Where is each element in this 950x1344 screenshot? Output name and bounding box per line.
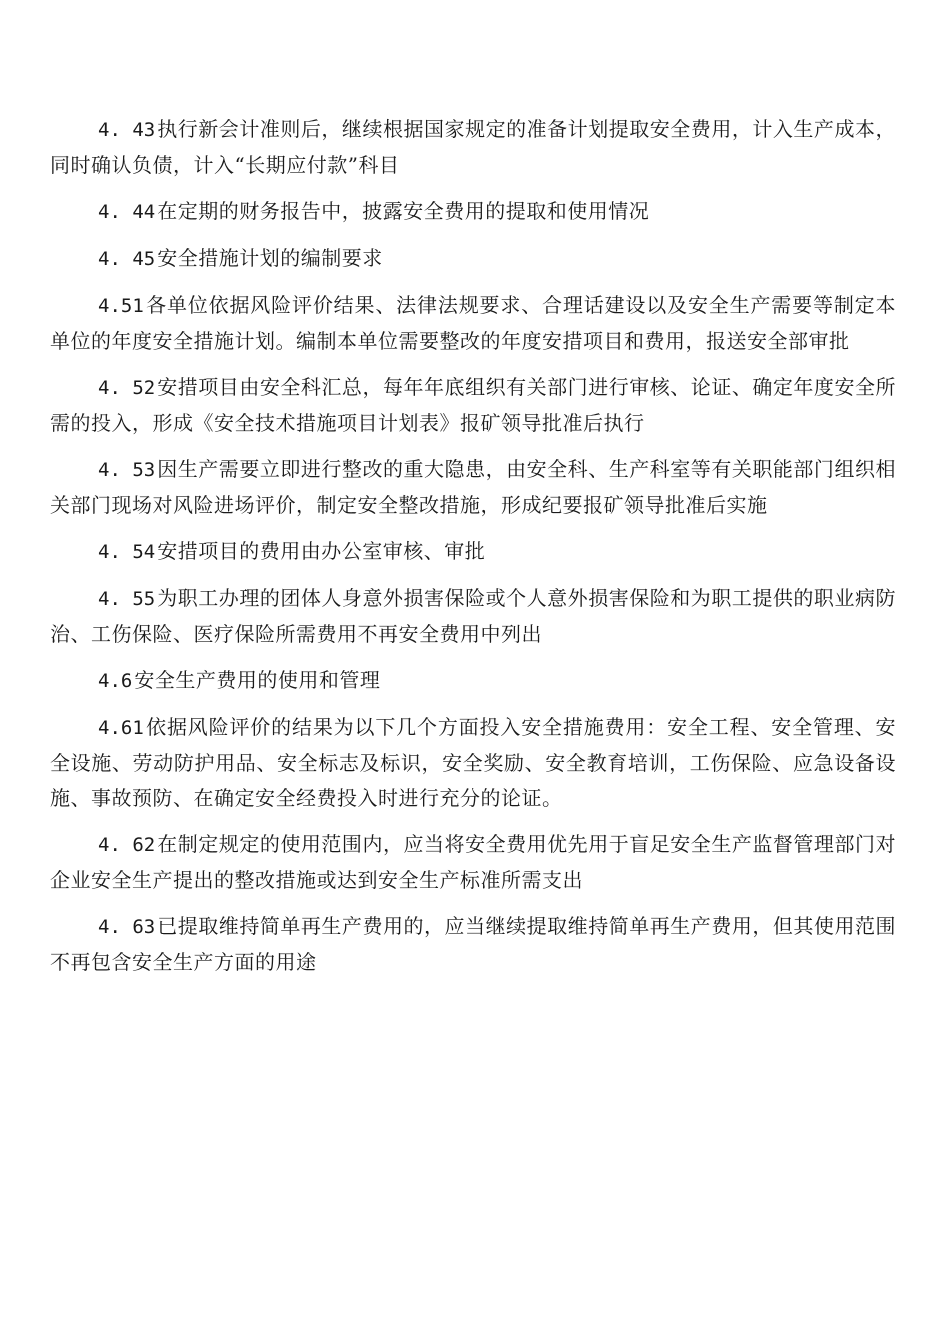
clause-text: 依据风险评价的结果为以下几个方面投入安全措施费用：安全工程、安全管理、安全设施、劳动防护用品、安全标志及标识，安全奖励、安全教育培训，工伤保险、应急设备设施、事故预防、在确定安全经费投入时进行充分的论证。 bbox=[50, 715, 896, 810]
paragraph-4-61 bbox=[50, 710, 896, 816]
clause-number: 4. 44 bbox=[98, 201, 156, 223]
clause-text: 安全生产费用的使用和管理 bbox=[134, 668, 381, 692]
paragraph-4-63 bbox=[50, 909, 896, 980]
clause-number: 4. 52 bbox=[98, 377, 156, 399]
clause-number: 4.6 bbox=[98, 670, 133, 692]
clause-text: 因生产需要立即进行整改的重大隐患，由安全科、生产科室等有关职能部门组织相关部门现场对风险进场评价，制定安全整改措施，形成纪要报矿领导批准后实施 bbox=[50, 457, 896, 517]
clause-text: 在制定规定的使用范围内，应当将安全费用优先用于盲足安全生产监督管理部门对企业安全生产提出的整改措施或达到安全生产标准所需支出 bbox=[50, 832, 896, 892]
clause-number: 4. 63 bbox=[98, 916, 156, 938]
clause-text: 安措项目由安全科汇总，每年年底组织有关部门进行审核、论证、确定年度安全所需的投入，形成《安全技术措施项目计划表》报矿领导批准后执行 bbox=[50, 375, 896, 435]
clause-text: 已提取维持简单再生产费用的，应当继续提取维持简单再生产费用，但其使用范围不再包含安全生产方面的用途 bbox=[50, 914, 896, 974]
paragraph-4-55 bbox=[50, 581, 896, 652]
clause-number: 4. 43 bbox=[98, 119, 156, 141]
paragraph-4-54 bbox=[50, 534, 896, 570]
clause-text: 为职工办理的团体人身意外损害保险或个人意外损害保险和为职工提供的职业病防治、工伤保险、医疗保险所需费用不再安全费用中列出 bbox=[50, 586, 896, 646]
paragraph-4-51 bbox=[50, 288, 896, 359]
document-page bbox=[50, 112, 896, 991]
clause-number: 4. 62 bbox=[98, 834, 156, 856]
clause-number: 4.51 bbox=[98, 295, 144, 317]
clause-number: 4. 53 bbox=[98, 459, 156, 481]
paragraph-4-44 bbox=[50, 194, 896, 230]
clause-number: 4. 45 bbox=[98, 248, 156, 270]
clause-text: 安全措施计划的编制要求 bbox=[157, 246, 383, 270]
clause-text: 各单位依据风险评价结果、法律法规要求、合理话建设以及安全生产需要等制定本单位的年度安全措施计划。编制本单位需要整改的年度安措项目和费用，报送安全部审批 bbox=[50, 293, 896, 353]
clause-number: 4. 54 bbox=[98, 541, 156, 563]
paragraph-4-53 bbox=[50, 452, 896, 523]
paragraph-4-43 bbox=[50, 112, 896, 183]
clause-text: 安措项目的费用由办公室审核、审批 bbox=[157, 539, 486, 563]
paragraph-4-45 bbox=[50, 241, 896, 277]
clause-number: 4.61 bbox=[98, 717, 144, 739]
paragraph-4-6 bbox=[50, 663, 896, 699]
clause-text: 在定期的财务报告中，披露安全费用的提取和使用情况 bbox=[157, 199, 650, 223]
paragraph-4-52 bbox=[50, 370, 896, 441]
paragraph-4-62 bbox=[50, 827, 896, 898]
clause-text: 执行新会计准则后，继续根据国家规定的准备计划提取安全费用，计入生产成本，同时确认负债，计入“长期应付款”科目 bbox=[50, 117, 896, 177]
clause-number: 4. 55 bbox=[98, 588, 156, 610]
